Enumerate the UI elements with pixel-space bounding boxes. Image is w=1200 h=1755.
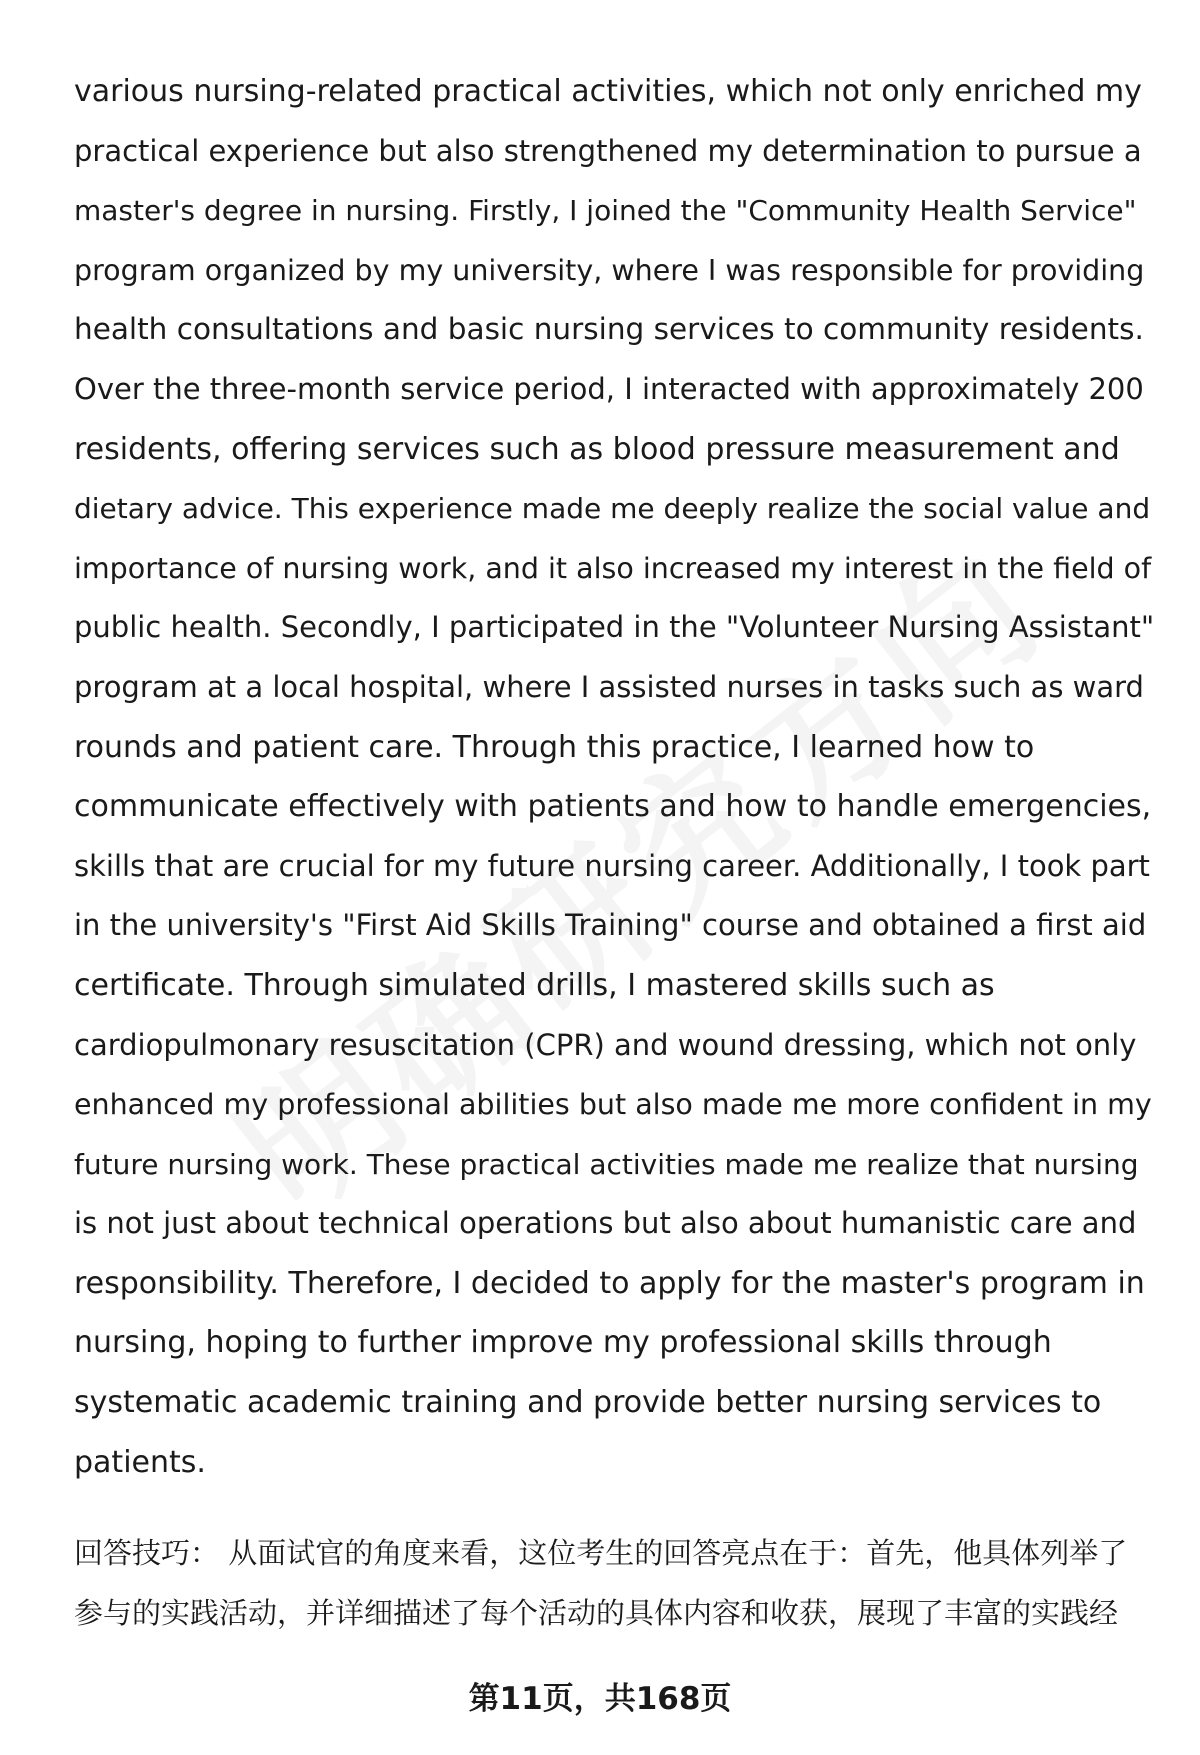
paragraph-line: various nursing-related practical activities, which not only enriched my	[74, 74, 1142, 109]
answer-tips	[74, 1523, 1154, 1643]
paragraph-line: practical experience but also strengthened my determination to pursue a	[74, 133, 1142, 168]
tips-line: 回答技巧： 从面试官的角度来看，这位考生的回答亮点在于：首先，他具体列举了	[74, 1536, 1128, 1570]
paragraph-line: communicate effectively with patients and how to handle emergencies,	[74, 789, 1152, 825]
paragraph-line: health consultations and basic nursing services to community residents.	[74, 312, 1144, 347]
paragraph-line: dietary advice. This experience made me deeply realize the social value and	[74, 492, 1151, 526]
paragraph-line: cardiopulmonary resuscitation (CPR) and wound dressing, which not only	[74, 1027, 1137, 1062]
paragraph-line: in the university's "First Aid Skills Training" course and obtained a first aid	[74, 908, 1147, 943]
paragraph-line: future nursing work. These practical activities made me realize that nursing	[74, 1147, 1139, 1181]
paragraph-line: skills that are crucial for my future nursing career. Additionally, I took part	[74, 848, 1150, 883]
tips-line: 参与的实践活动，并详细描述了每个活动的具体内容和收获，展现了丰富的实践经	[74, 1596, 1119, 1630]
paragraph-line: importance of nursing work, and it also increased my interest in the field of	[74, 551, 1152, 585]
paragraph-line: responsibility. Therefore, I decided to apply for the master's program in	[74, 1265, 1145, 1301]
paragraph-line: nursing, hoping to further improve my professional skills through	[74, 1325, 1052, 1361]
paragraph-line: public health. Secondly, I participated in the "Volunteer Nursing Assistant"	[74, 610, 1155, 645]
paragraph-line: program at a local hospital, where I assisted nurses in tasks such as ward	[74, 669, 1144, 704]
answer-paragraph	[74, 62, 1154, 1492]
paragraph-line: patients.	[74, 1444, 206, 1480]
paragraph-line: master's degree in nursing. Firstly, I joined the "Community Health Service"	[74, 194, 1137, 228]
paragraph-line: enhanced my professional abilities but also made me more confident in my	[74, 1088, 1152, 1122]
paragraph-line: systematic academic training and provide better nursing services to	[74, 1385, 1102, 1421]
paragraph-line: certificate. Through simulated drills, I mastered skills such as	[74, 967, 995, 1003]
paragraph-line: residents, offering services such as blood pressure measurement and	[74, 431, 1120, 467]
page-number: 第11页，共168页	[468, 1681, 732, 1717]
paragraph-line: Over the three-month service period, I interacted with approximately 200	[74, 371, 1144, 406]
paragraph-line: rounds and patient care. Through this practice, I learned how to	[74, 729, 1035, 765]
paragraph-line: program organized by my university, where I was responsible for providing	[74, 253, 1145, 287]
paragraph-line: is not just about technical operations but also about humanistic care and	[74, 1206, 1137, 1241]
